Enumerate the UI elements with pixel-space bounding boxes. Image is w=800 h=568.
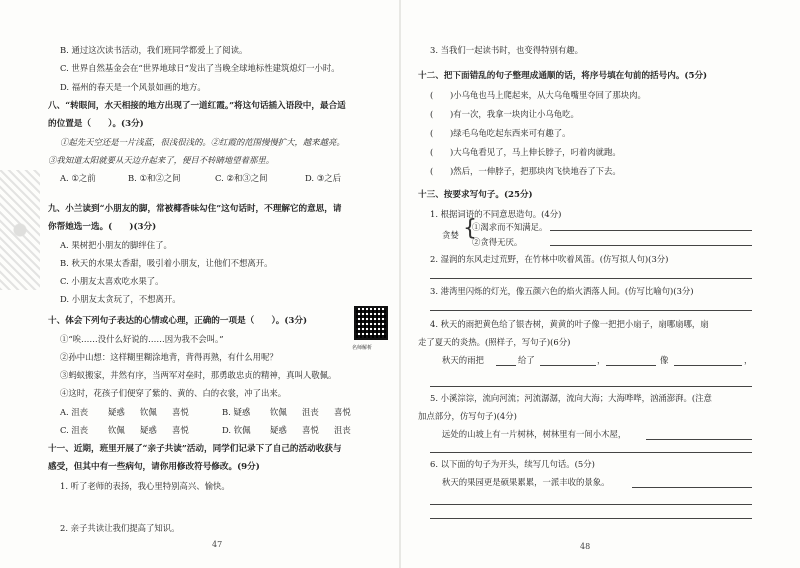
- answer-blank[interactable]: [606, 365, 656, 366]
- q10-item-4: ④这时，花孩子们便穿了紫的、黄的、白的衣裳，冲了出来。: [60, 388, 287, 398]
- q13-s5-line1: 5. 小溪淙淙，流向河流；河流潺潺，流向大海；大海哗哗，汹涌澎湃。(注意: [430, 393, 712, 403]
- page-number: 48: [580, 542, 591, 551]
- answer-blank[interactable]: [540, 365, 596, 366]
- q13-s6: 6. 以下面的句子为开头，续写几句话。(5分): [430, 459, 595, 469]
- q9-option-c: C. 小朋友太喜欢吃水果了。: [60, 276, 164, 286]
- answer-line[interactable]: [430, 278, 752, 279]
- q8-stem-line2: 的位置是（ ）。(3分): [48, 119, 144, 129]
- q13-stem: 十三、按要求写句子。(25分): [418, 190, 533, 200]
- q10-option-a-1: A. 沮丧: [60, 407, 89, 417]
- q13-s2: 2. 湿润的东风走过荒野，在竹林中吹着风笛。(仿写拟人句)(3分): [430, 254, 669, 264]
- q12-item-3: ( )绿毛乌龟吃起东西来可有趣了。: [430, 128, 571, 138]
- q13-s4-prompt-2: 给了: [518, 355, 535, 365]
- q12-item-5: ( )然后，一伸脖子，把那块肉飞快地吞了下去。: [430, 166, 621, 176]
- answer-line[interactable]: [430, 310, 752, 311]
- q12-item-4: ( )大乌龟看见了，马上伸长脖子，叼着肉就跑。: [430, 147, 621, 157]
- q12-item-2: ( )有一次，我拿一块肉让小乌龟吃。: [430, 109, 579, 119]
- q10-option-b-2: 钦佩: [270, 407, 287, 417]
- q12-item-1: ( )小乌龟也马上爬起来，从大乌龟嘴里夺回了那块肉。: [430, 90, 646, 100]
- qr-label: 名师解析: [352, 345, 373, 351]
- q10-option-a-2: 疑惑: [108, 407, 125, 417]
- q11-item-3: 3. 当我们一起读书时，也变得特别有趣。: [430, 45, 584, 55]
- answer-line[interactable]: [550, 245, 752, 246]
- answer-blank[interactable]: [496, 365, 516, 366]
- brace-symbol: {: [463, 216, 477, 241]
- q10-option-c-3: 疑惑: [140, 425, 157, 435]
- q10-item-3: ③蚂蚁搬家，井然有序，当两军对垒时，那勇敢忠贞的精神，真叫人敬佩。: [60, 370, 337, 380]
- q10-option-b-4: 喜悦: [334, 407, 351, 417]
- q10-option-d-2: 疑惑: [270, 425, 287, 435]
- q10-option-c-2: 钦佩: [108, 425, 125, 435]
- q10-option-d-3: 喜悦: [302, 425, 319, 435]
- q8-option-a: A. ①之前: [60, 173, 96, 183]
- option-c: C. 世界自然基金会在“世界地球日”发出了当晚全球地标性建筑熄灯一小时。: [60, 63, 340, 73]
- q11-stem-line2: 感受，但其中有一些病句，请你用修改符号修改。(9分): [48, 462, 260, 472]
- q13-s4-comma-1: ，: [597, 355, 606, 365]
- q13-s1-word: 贪婪: [442, 230, 459, 240]
- q10-option-b-1: B. 疑惑: [222, 407, 251, 417]
- q9-stem-line1: 九、小兰读到“小朋友的脚，常被椰香味勾住”这句话时，不理解它的意思，请: [48, 204, 342, 214]
- q10-option-d-4: 沮丧: [334, 425, 351, 435]
- q10-option-b-3: 沮丧: [302, 407, 319, 417]
- q13-s3: 3. 港湾里闪烁的灯光，像五颜六色的焰火洒落人间。(仿写比喻句)(3分): [430, 286, 694, 296]
- q13-s1-meaning-2: ②贪得无厌。: [472, 237, 523, 247]
- q11-item-1: 1. 听了老师的表扬，我心里特别高兴、愉快。: [60, 481, 230, 491]
- q13-s4-line2: 走了夏天的炎热。(照样子，写句子)(6分): [418, 337, 571, 347]
- q13-s5-line2: 加点部分，仿写句子)(4分): [418, 411, 517, 421]
- option-d: D. 福州的春天是一个风景如画的地方。: [60, 82, 206, 92]
- answer-line[interactable]: [632, 487, 752, 488]
- q10-option-c-4: 喜悦: [172, 425, 189, 435]
- q8-option-d: D. ③之后: [305, 173, 341, 183]
- q13-s1: 1. 根据词语的不同意思造句。(4分): [430, 209, 562, 219]
- q8-option-c: C. ②和③之间: [215, 173, 268, 183]
- q12-stem: 十二、把下面错乱的句子整理成通顺的话，将序号填在句前的括号内。(5分): [418, 71, 708, 81]
- q10-option-c-1: C. 沮丧: [60, 425, 89, 435]
- q13-s1-meaning-1: ①渴求而不知满足。: [472, 222, 548, 232]
- answer-line[interactable]: [430, 452, 752, 453]
- q10-option-d-1: D. 钦佩: [222, 425, 251, 435]
- right-page-48: [400, 0, 800, 568]
- q8-passage-line1: ①起先天空还是一片浅蓝，很浅很浅的。②红霞的范围慢慢扩大，越来越亮。: [60, 137, 345, 147]
- page-number: 47: [212, 540, 223, 549]
- q8-stem-line1: 八、“转眼间，水天相接的地方出现了一道红霞。”将这句话插入语段中，最合适: [48, 101, 346, 111]
- answer-blank[interactable]: [674, 365, 742, 366]
- q13-s4-prompt-3: 像: [660, 355, 669, 365]
- q10-option-a-3: 钦佩: [140, 407, 157, 417]
- answer-line[interactable]: [430, 386, 752, 387]
- q10-item-1: ①“唉……没什么好说的……因为我不会叫。”: [60, 334, 224, 344]
- qr-code[interactable]: [354, 306, 388, 340]
- q13-s4-prompt-1: 秋天的雨把: [442, 355, 484, 365]
- q11-item-2: 2. 亲子共读让我们提高了知识。: [60, 523, 180, 533]
- answer-line[interactable]: [646, 439, 752, 440]
- q13-s6-prompt: 秋天的果园更是硕果累累，一派丰收的景象。: [442, 477, 610, 487]
- q13-s4-comma-2: ，: [744, 355, 753, 365]
- q13-s4-line1: 4. 秋天的雨把黄色给了银杏树，黄黄的叶子像一把把小扇子，扇哪扇哪，扇: [430, 319, 709, 329]
- q9-option-d: D. 小朋友太贪玩了，不想离开。: [60, 294, 181, 304]
- answer-line[interactable]: [430, 504, 752, 505]
- q10-option-a-4: 喜悦: [172, 407, 189, 417]
- q11-stem-line1: 十一、近期，班里开展了“亲子共读”活动，同学们记录下了自己的活动收获与: [48, 444, 342, 454]
- option-b: B. 通过这次读书活动，我们班同学都爱上了阅读。: [60, 45, 248, 55]
- q10-item-2: ②孙中山想：这样糊里糊涂地背，背得再熟，有什么用呢？: [60, 352, 278, 362]
- answer-line[interactable]: [430, 518, 752, 519]
- q9-option-b: B. 秋天的水果太香甜，吸引着小朋友，让他们不想离开。: [60, 258, 273, 268]
- q10-stem: 十、体会下列句子表达的心情或心理，正确的一项是（ ）。(3分): [48, 316, 308, 326]
- q9-option-a: A. 果树把小朋友的脚绊住了。: [60, 240, 172, 250]
- answer-line[interactable]: [550, 230, 752, 231]
- q8-option-b: B. ①和②之间: [128, 173, 181, 183]
- q13-s5-prompt: 远处的山坡上有一片树林，树林里有一间小木屋，: [442, 429, 627, 439]
- q8-passage-line2: ③我知道太阳就要从天边升起来了，便目不转睛地望着那里。: [48, 155, 275, 165]
- q9-stem-line2: 你帮她选一选。( )(3分): [48, 222, 157, 232]
